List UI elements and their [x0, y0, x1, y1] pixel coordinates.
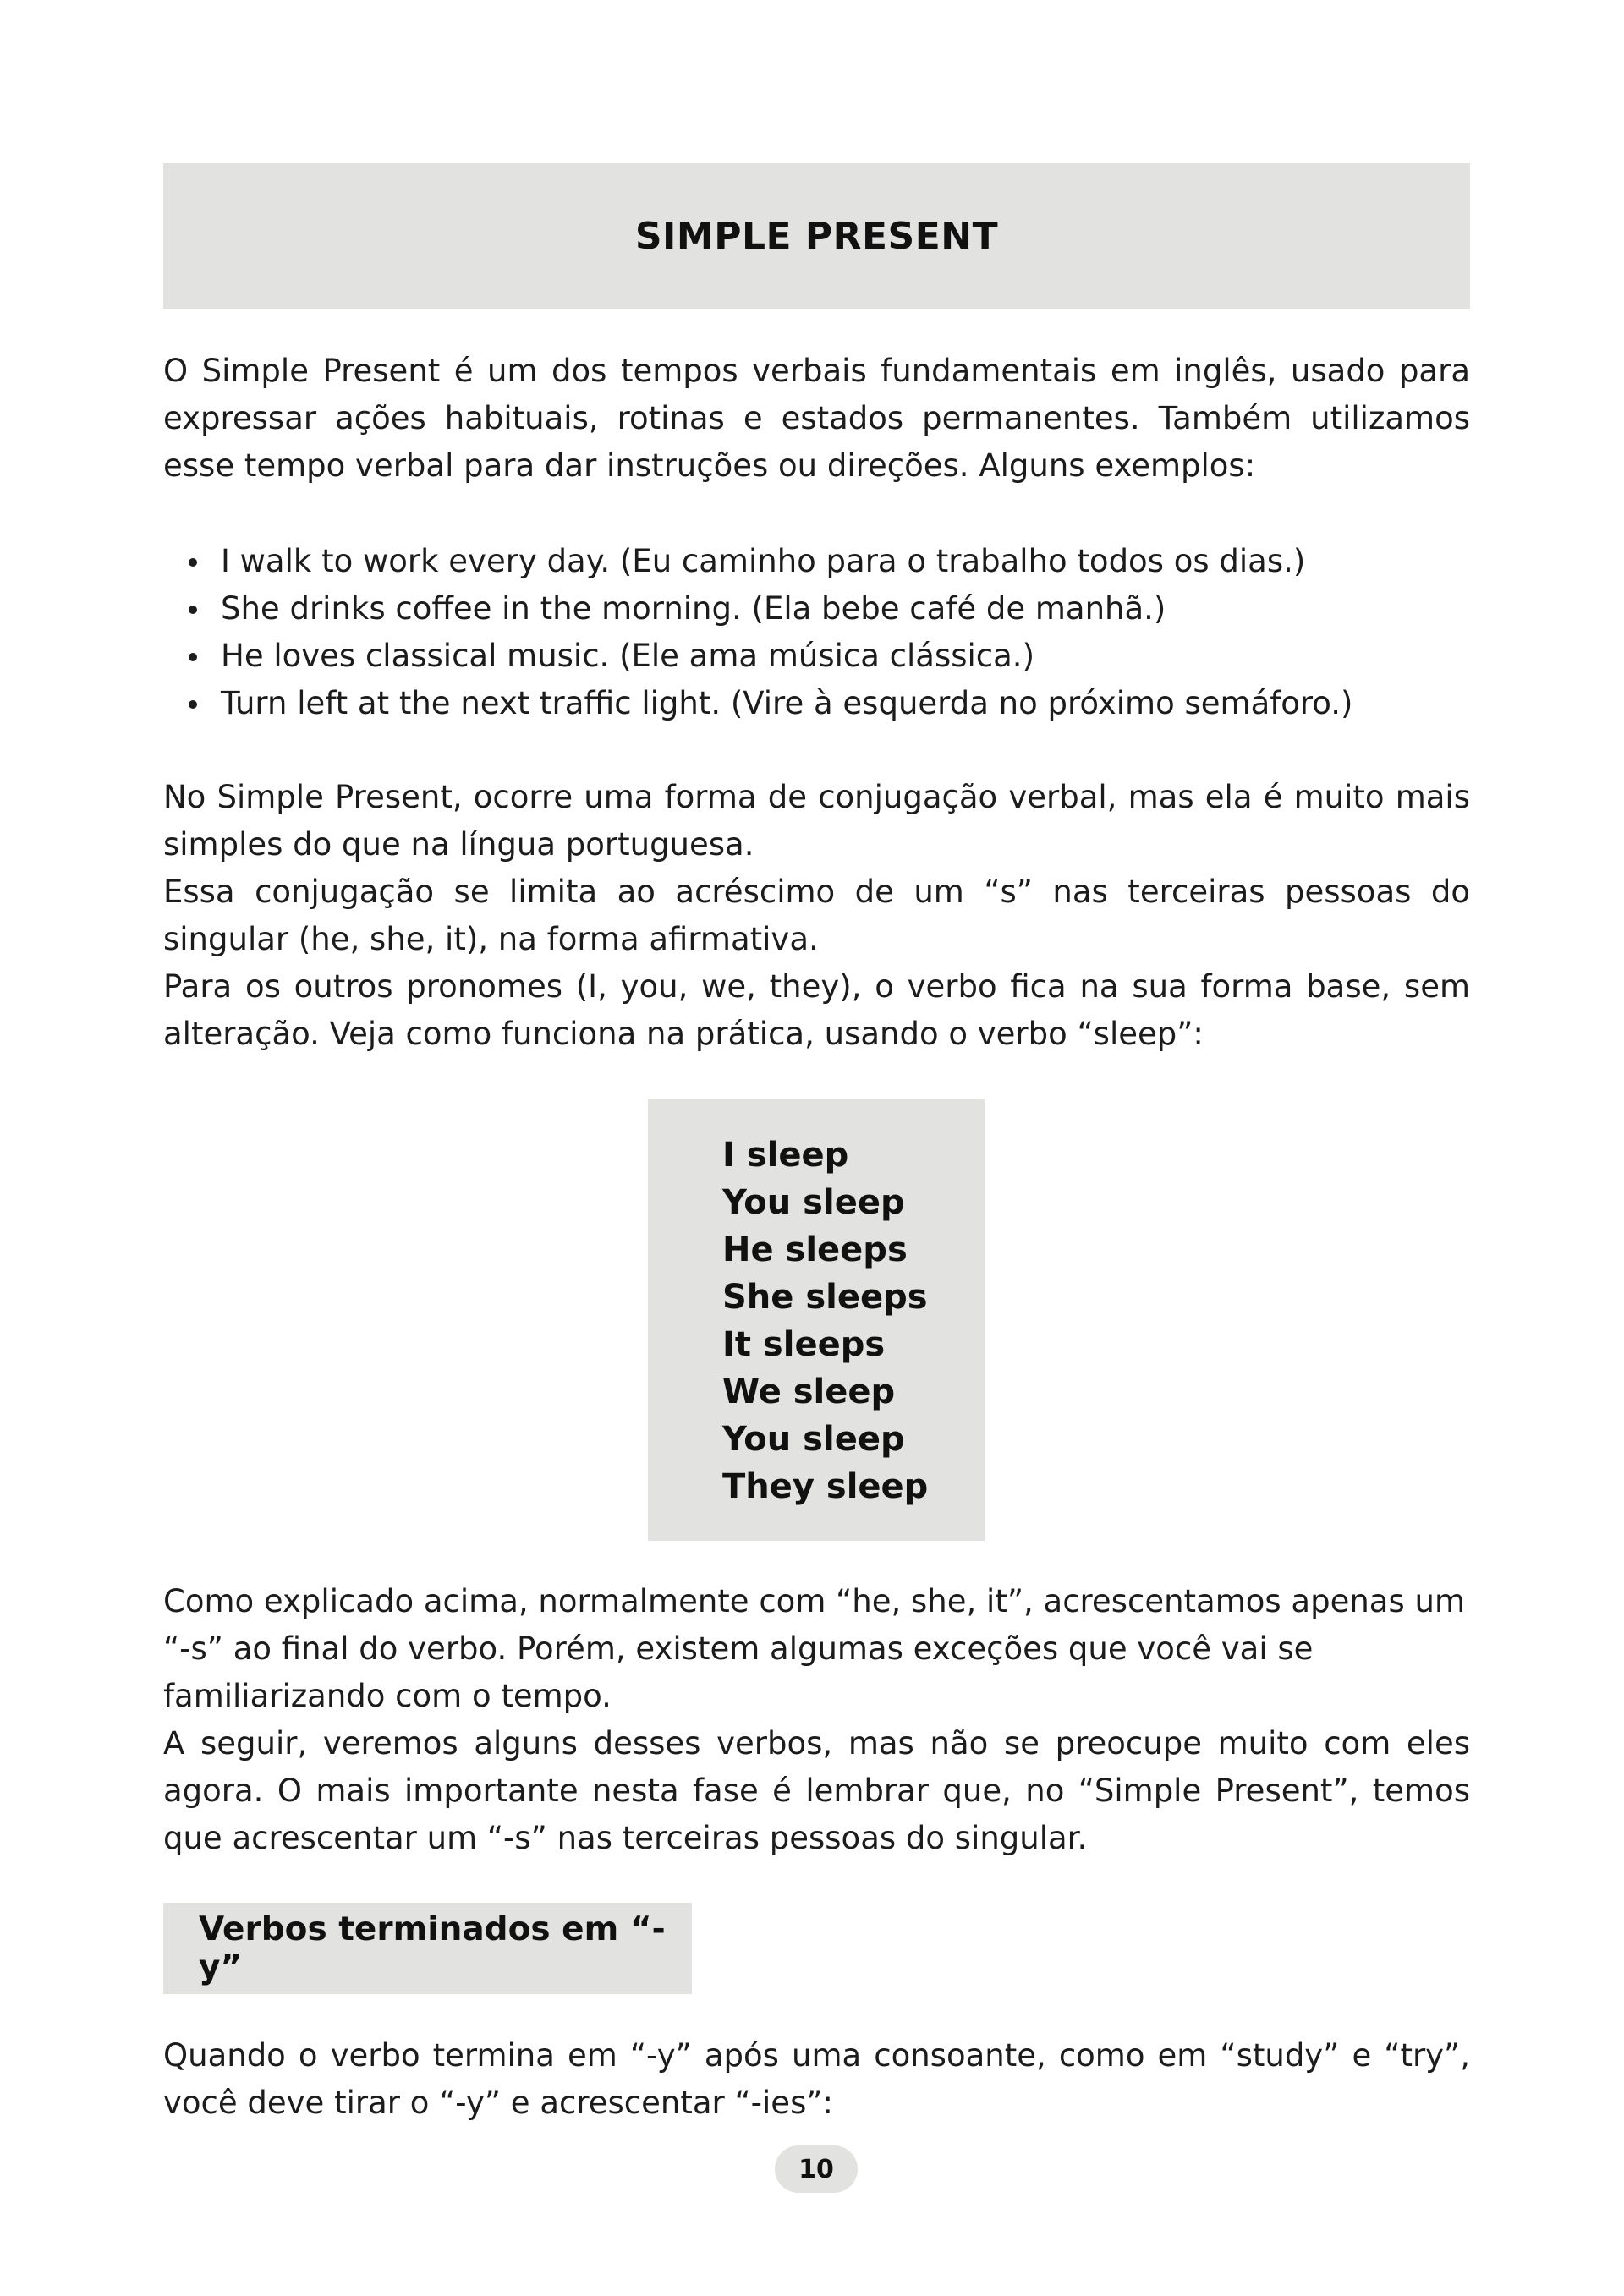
conjugation-item: It sleeps [722, 1325, 886, 1364]
conjugation-list [722, 1132, 928, 1510]
examples-list [163, 538, 1470, 727]
conjugation-box [648, 1099, 985, 1541]
list-item: He loves classical music. (Ele ama música clássica.) [163, 633, 1470, 680]
list-item: I walk to work every day. (Eu caminho para o trabalho todos os dias.) [163, 538, 1470, 585]
explanation-paragraph-2: A seguir, veremos alguns desses verbos, mas não se preocupe muito com eles agora. O mais importante nesta fase é lembrar que, no “Simple Present”, temos que acrescentar um “-s” nas terceiras pessoas do singular. [163, 1725, 1470, 1856]
conjugation-item: They sleep [722, 1467, 929, 1506]
conjugation-item: You sleep [722, 1420, 905, 1459]
title-banner [163, 163, 1470, 309]
intro-paragraph: O Simple Present é um dos tempos verbais fundamentais em inglês, usado para expressar ações habituais, rotinas e estados permanentes. Também utilizamos esse tempo verbal para dar instruções ou direções. Alguns exemplos: [163, 353, 1470, 484]
conjugation-item: He sleeps [722, 1230, 908, 1269]
conjugation-item: She sleeps [722, 1278, 928, 1317]
conjugation-paragraph-1: No Simple Present, ocorre uma forma de conjugação verbal, mas ela é muito mais simples do que na língua portuguesa. [163, 779, 1470, 863]
conjugation-paragraph-2: Essa conjugação se limita ao acréscimo de um “s” nas terceiras pessoas do singular (he, she, it), na forma afirmativa. [163, 874, 1470, 957]
conjugation-item: I sleep [722, 1136, 849, 1175]
conjugation-item: We sleep [722, 1373, 896, 1411]
page-title: SIMPLE PRESENT [634, 214, 999, 258]
explanation-paragraph-1: Como explicado acima, normalmente com “he, she, it”, acrescentamos apenas um “-s” ao final do verbo. Porém, existem algumas exceções que você vai se familiarizando com o tempo. [163, 1583, 1466, 1714]
list-item: She drinks coffee in the morning. (Ela bebe café de manhã.) [163, 585, 1470, 633]
subsection-title: Verbos terminados em “-y” [199, 1910, 666, 1986]
subsection-banner [163, 1903, 692, 1994]
page-number: 10 [775, 2145, 858, 2193]
list-item: Turn left at the next traffic light. (Vire à esquerda no próximo semáforo.) [163, 680, 1470, 727]
subsection-paragraph: Quando o verbo termina em “-y” após uma consoante, como em “study” e “try”, você deve tirar o “-y” e acrescentar “-ies”: [163, 2037, 1470, 2121]
conjugation-paragraph-3: Para os outros pronomes (I, you, we, they), o verbo fica na sua forma base, sem alteração. Veja como funciona na prática, usando o verbo “sleep”: [163, 968, 1470, 1052]
conjugation-item: You sleep [722, 1183, 905, 1222]
